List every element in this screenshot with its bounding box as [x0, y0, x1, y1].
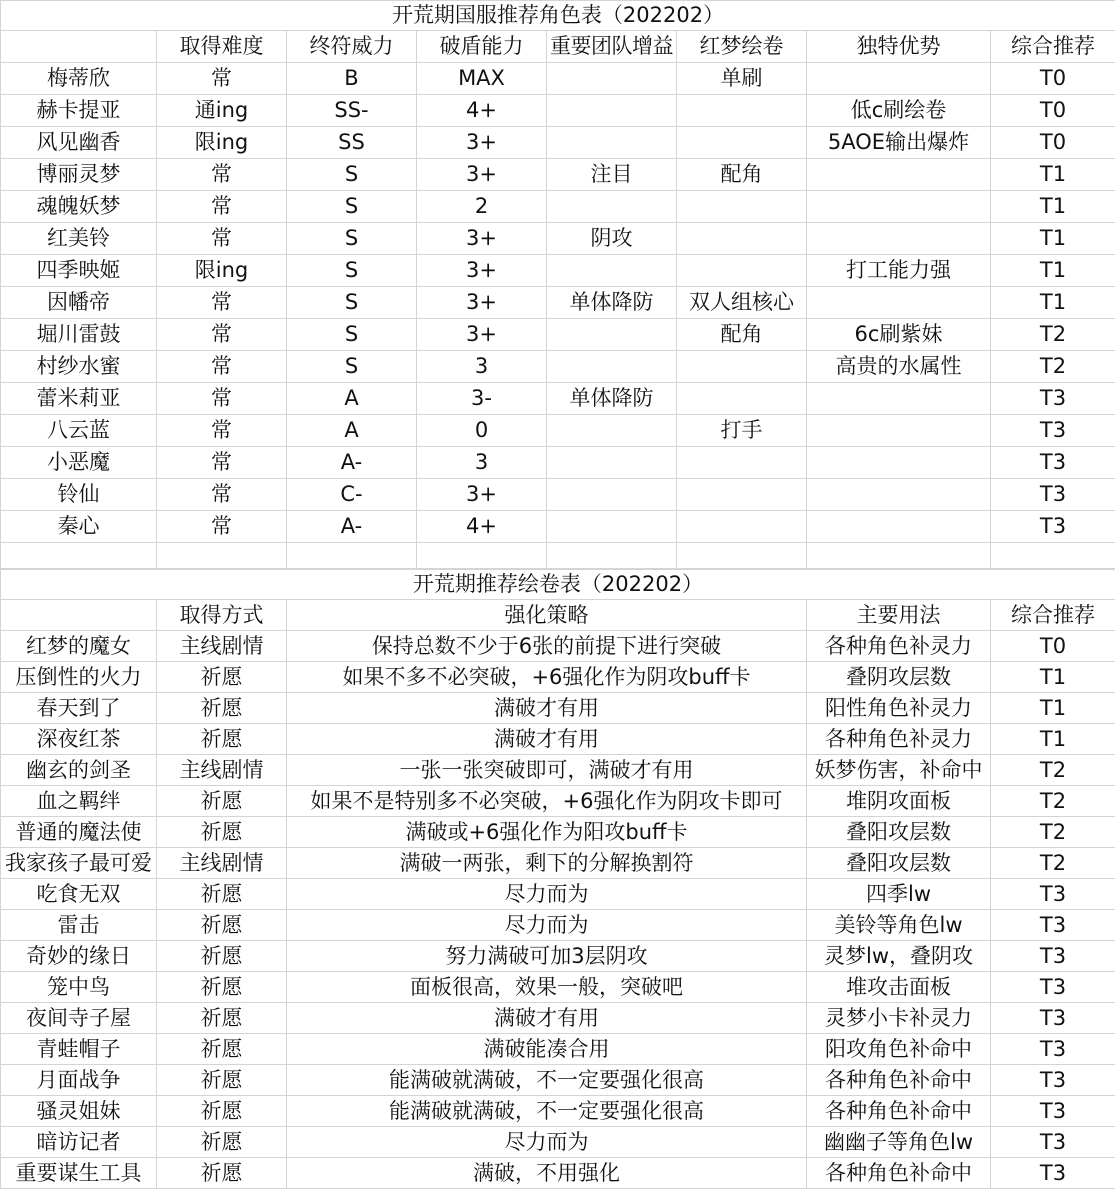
cell-advantage[interactable]	[807, 159, 991, 191]
cell-strategy[interactable]: 尽力而为	[287, 1127, 807, 1158]
cell-tier[interactable]: T0	[991, 63, 1115, 95]
table-row	[1, 1065, 1115, 1096]
cell-advantage[interactable]	[807, 287, 991, 319]
cell-tier[interactable]: T3	[991, 511, 1115, 543]
cell-strategy[interactable]: 如果不是特别多不必突破，+6强化作为阴攻卡即可	[287, 786, 807, 817]
cell-usage[interactable]: 堆阴攻面板	[807, 786, 991, 817]
table-row	[1, 662, 1115, 693]
cell-source[interactable]: 祈愿	[157, 1158, 287, 1189]
cell-name[interactable]: 赫卡提亚	[1, 95, 157, 127]
cell-strategy[interactable]: 尽力而为	[287, 879, 807, 910]
cell-strategy[interactable]: 尽力而为	[287, 910, 807, 941]
cell-advantage[interactable]	[807, 191, 991, 223]
cell-usage[interactable]: 幽幽子等角色lw	[807, 1127, 991, 1158]
empty-cell[interactable]	[991, 543, 1115, 569]
cards-title-row	[1, 570, 1115, 600]
cell-shield-break[interactable]: 3	[417, 447, 547, 479]
cell-spell-power[interactable]: S	[287, 159, 417, 191]
cell-tier[interactable]: T1	[991, 255, 1115, 287]
cell-strategy[interactable]: 满破，不用强化	[287, 1158, 807, 1189]
cell-source[interactable]: 祈愿	[157, 972, 287, 1003]
cell-name[interactable]: 骚灵姐妹	[1, 1096, 157, 1127]
cell-difficulty[interactable]: 常	[157, 351, 287, 383]
cell-strategy[interactable]: 满破才有用	[287, 693, 807, 724]
cell-name[interactable]: 小恶魔	[1, 447, 157, 479]
cell-spell-power[interactable]: A	[287, 415, 417, 447]
table-row	[1, 127, 1115, 159]
cards-table	[0, 569, 1115, 1189]
cell-source[interactable]: 祈愿	[157, 910, 287, 941]
cards-header-cell[interactable]	[1, 600, 157, 631]
table-row	[1, 479, 1115, 511]
roles-table-title[interactable]: 开荒期国服推荐角色表（202202）	[1, 1, 1115, 31]
table-row	[1, 941, 1115, 972]
cell-name[interactable]: 魂魄妖梦	[1, 191, 157, 223]
cell-team-buff[interactable]: 阴攻	[547, 223, 677, 255]
cell-name[interactable]: 八云蓝	[1, 415, 157, 447]
cell-picture[interactable]	[677, 127, 807, 159]
cell-tier[interactable]: T1	[991, 223, 1115, 255]
cell-picture[interactable]	[677, 383, 807, 415]
table-row	[1, 159, 1115, 191]
cell-shield-break[interactable]: 3	[417, 351, 547, 383]
cell-name[interactable]: 压倒性的火力	[1, 662, 157, 693]
cell-strategy[interactable]: 满破能凑合用	[287, 1034, 807, 1065]
cell-name[interactable]: 重要谋生工具	[1, 1158, 157, 1189]
cell-tier[interactable]: T0	[991, 631, 1115, 662]
cell-strategy[interactable]: 满破一两张，剩下的分解换割符	[287, 848, 807, 879]
cell-picture[interactable]	[677, 447, 807, 479]
cell-team-buff[interactable]	[547, 447, 677, 479]
cell-picture[interactable]: 打手	[677, 415, 807, 447]
cell-tier[interactable]: T3	[991, 1065, 1115, 1096]
cell-team-buff[interactable]: 单体降防	[547, 287, 677, 319]
cell-team-buff[interactable]	[547, 95, 677, 127]
cell-shield-break[interactable]: 3+	[417, 127, 547, 159]
cell-name[interactable]: 四季映姬	[1, 255, 157, 287]
cell-source[interactable]: 祈愿	[157, 1034, 287, 1065]
cell-tier[interactable]: T3	[991, 1127, 1115, 1158]
table-row	[1, 287, 1115, 319]
cell-shield-break[interactable]: 4+	[417, 511, 547, 543]
cards-header-cell[interactable]: 取得方式	[157, 600, 287, 631]
table-row	[1, 415, 1115, 447]
cell-source[interactable]: 祈愿	[157, 693, 287, 724]
cell-name[interactable]: 春天到了	[1, 693, 157, 724]
cell-advantage[interactable]	[807, 511, 991, 543]
cell-shield-break[interactable]: 3+	[417, 223, 547, 255]
cell-tier[interactable]: T3	[991, 972, 1115, 1003]
cell-picture[interactable]	[677, 95, 807, 127]
table-row	[1, 817, 1115, 848]
table-row	[1, 447, 1115, 479]
cell-picture[interactable]: 双人组核心	[677, 287, 807, 319]
cell-strategy[interactable]: 保持总数不少于6张的前提下进行突破	[287, 631, 807, 662]
cell-tier[interactable]: T3	[991, 383, 1115, 415]
cell-tier[interactable]: T3	[991, 1096, 1115, 1127]
empty-cell[interactable]	[287, 543, 417, 569]
cell-source[interactable]: 祈愿	[157, 1127, 287, 1158]
cards-header-cell[interactable]: 强化策略	[287, 600, 807, 631]
cell-source[interactable]: 祈愿	[157, 879, 287, 910]
cell-name[interactable]: 红梦的魔女	[1, 631, 157, 662]
cell-spell-power[interactable]: A	[287, 383, 417, 415]
cell-spell-power[interactable]: S	[287, 191, 417, 223]
cell-tier[interactable]: T1	[991, 724, 1115, 755]
cell-name[interactable]: 青蛙帽子	[1, 1034, 157, 1065]
cell-strategy[interactable]: 如果不多不必突破，+6强化作为阴攻buff卡	[287, 662, 807, 693]
cell-picture[interactable]	[677, 511, 807, 543]
cell-usage[interactable]: 各种角色补灵力	[807, 631, 991, 662]
cell-tier[interactable]: T3	[991, 1034, 1115, 1065]
cell-team-buff[interactable]	[547, 479, 677, 511]
cell-advantage[interactable]	[807, 447, 991, 479]
cell-difficulty[interactable]: 常	[157, 479, 287, 511]
cell-shield-break[interactable]: 3+	[417, 479, 547, 511]
cell-difficulty[interactable]: 常	[157, 159, 287, 191]
cell-team-buff[interactable]	[547, 63, 677, 95]
cell-shield-break[interactable]: 3+	[417, 287, 547, 319]
blank-row	[1, 543, 1115, 569]
cell-shield-break[interactable]: 2	[417, 191, 547, 223]
cell-name[interactable]: 因幡帝	[1, 287, 157, 319]
cell-name[interactable]: 红美铃	[1, 223, 157, 255]
table-row	[1, 63, 1115, 95]
table-row	[1, 755, 1115, 786]
empty-cell[interactable]	[1, 543, 157, 569]
roles-header-cell[interactable]: 红梦绘卷	[677, 31, 807, 63]
cell-shield-break[interactable]: 3+	[417, 159, 547, 191]
cell-picture[interactable]	[677, 255, 807, 287]
cell-source[interactable]: 祈愿	[157, 817, 287, 848]
cell-spell-power[interactable]: A-	[287, 447, 417, 479]
cell-usage[interactable]: 阳攻角色补命中	[807, 1034, 991, 1065]
cell-difficulty[interactable]: 常	[157, 447, 287, 479]
cell-difficulty[interactable]: 常	[157, 223, 287, 255]
cell-picture[interactable]	[677, 479, 807, 511]
cell-usage[interactable]: 阳性角色补灵力	[807, 693, 991, 724]
cell-spell-power[interactable]: B	[287, 63, 417, 95]
cell-usage[interactable]: 叠阳攻层数	[807, 848, 991, 879]
cell-spell-power[interactable]: S	[287, 319, 417, 351]
cell-usage[interactable]: 各种角色补命中	[807, 1065, 991, 1096]
cell-source[interactable]: 祈愿	[157, 1065, 287, 1096]
cell-spell-power[interactable]: S	[287, 223, 417, 255]
roles-header-cell[interactable]: 取得难度	[157, 31, 287, 63]
cell-tier[interactable]: T3	[991, 415, 1115, 447]
cell-tier[interactable]: T3	[991, 941, 1115, 972]
cell-picture[interactable]: 单刷	[677, 63, 807, 95]
cell-tier[interactable]: T3	[991, 910, 1115, 941]
cell-name[interactable]: 蕾米莉亚	[1, 383, 157, 415]
cell-name[interactable]: 我家孩子最可爱	[1, 848, 157, 879]
cell-tier[interactable]: T2	[991, 755, 1115, 786]
cell-usage[interactable]: 叠阴攻层数	[807, 662, 991, 693]
cell-difficulty[interactable]: 常	[157, 415, 287, 447]
cell-advantage[interactable]	[807, 415, 991, 447]
roles-header-row	[1, 31, 1115, 63]
cell-tier[interactable]: T1	[991, 287, 1115, 319]
cards-table-title[interactable]: 开荒期推荐绘卷表（202202）	[1, 570, 1115, 600]
cell-strategy[interactable]: 满破或+6强化作为阳攻buff卡	[287, 817, 807, 848]
roles-table	[0, 0, 1115, 569]
cell-team-buff[interactable]	[547, 511, 677, 543]
empty-cell[interactable]	[807, 543, 991, 569]
cell-team-buff[interactable]	[547, 255, 677, 287]
cell-picture[interactable]	[677, 191, 807, 223]
cell-tier[interactable]: T3	[991, 1003, 1115, 1034]
table-row	[1, 319, 1115, 351]
cell-spell-power[interactable]: S	[287, 255, 417, 287]
roles-title-row	[1, 1, 1115, 31]
cell-shield-break[interactable]: MAX	[417, 63, 547, 95]
cell-usage[interactable]: 灵梦lw，叠阴攻	[807, 941, 991, 972]
cell-source[interactable]: 祈愿	[157, 1003, 287, 1034]
cell-usage[interactable]: 美铃等角色lw	[807, 910, 991, 941]
cell-strategy[interactable]: 能满破就满破，不一定要强化很高	[287, 1096, 807, 1127]
cell-advantage[interactable]: 低c刷绘卷	[807, 95, 991, 127]
cell-usage[interactable]: 各种角色补灵力	[807, 724, 991, 755]
roles-header-cell[interactable]: 独特优势	[807, 31, 991, 63]
cell-source[interactable]: 主线剧情	[157, 848, 287, 879]
cell-team-buff[interactable]	[547, 319, 677, 351]
cell-name[interactable]: 村纱水蜜	[1, 351, 157, 383]
cell-tier[interactable]: T2	[991, 319, 1115, 351]
table-row	[1, 910, 1115, 941]
cell-strategy[interactable]: 满破才有用	[287, 1003, 807, 1034]
cell-usage[interactable]: 妖梦伤害，补命中	[807, 755, 991, 786]
cell-team-buff[interactable]	[547, 351, 677, 383]
cell-difficulty[interactable]: 常	[157, 191, 287, 223]
roles-header-cell[interactable]: 重要团队增益	[547, 31, 677, 63]
cell-tier[interactable]: T3	[991, 1158, 1115, 1189]
cell-name[interactable]: 雷击	[1, 910, 157, 941]
cell-name[interactable]: 月面战争	[1, 1065, 157, 1096]
cell-name[interactable]: 秦心	[1, 511, 157, 543]
cards-header-row	[1, 600, 1115, 631]
cell-tier[interactable]: T3	[991, 879, 1115, 910]
cards-header-cell[interactable]: 综合推荐	[991, 600, 1115, 631]
cell-tier[interactable]: T1	[991, 159, 1115, 191]
cell-picture[interactable]	[677, 351, 807, 383]
cell-team-buff[interactable]	[547, 191, 677, 223]
cell-strategy[interactable]: 面板很高，效果一般，突破吧	[287, 972, 807, 1003]
cell-picture[interactable]: 配角	[677, 159, 807, 191]
cell-difficulty[interactable]: 常	[157, 383, 287, 415]
cell-name[interactable]: 夜间寺子屋	[1, 1003, 157, 1034]
cell-usage[interactable]: 灵梦小卡补灵力	[807, 1003, 991, 1034]
cell-name[interactable]: 堀川雷鼓	[1, 319, 157, 351]
cell-name[interactable]: 暗访记者	[1, 1127, 157, 1158]
cell-spell-power[interactable]: S	[287, 351, 417, 383]
cell-name[interactable]: 普通的魔法使	[1, 817, 157, 848]
cell-advantage[interactable]	[807, 223, 991, 255]
table-row	[1, 223, 1115, 255]
cell-difficulty[interactable]: 限ing	[157, 127, 287, 159]
cell-advantage[interactable]: 5AOE输出爆炸	[807, 127, 991, 159]
cell-team-buff[interactable]	[547, 415, 677, 447]
cell-advantage[interactable]: 高贵的水属性	[807, 351, 991, 383]
cell-name[interactable]: 梅蒂欣	[1, 63, 157, 95]
cell-tier[interactable]: T0	[991, 127, 1115, 159]
cell-difficulty[interactable]: 常	[157, 511, 287, 543]
cell-usage[interactable]: 各种角色补命中	[807, 1158, 991, 1189]
cell-shield-break[interactable]: 4+	[417, 95, 547, 127]
cell-picture[interactable]	[677, 223, 807, 255]
cell-source[interactable]: 主线剧情	[157, 755, 287, 786]
cell-shield-break[interactable]: 3-	[417, 383, 547, 415]
cell-name[interactable]: 奇妙的缘日	[1, 941, 157, 972]
table-row	[1, 693, 1115, 724]
cell-advantage[interactable]: 打工能力强	[807, 255, 991, 287]
cell-spell-power[interactable]: C-	[287, 479, 417, 511]
table-row	[1, 1034, 1115, 1065]
table-row	[1, 1158, 1115, 1189]
table-row	[1, 631, 1115, 662]
cell-team-buff[interactable]: 单体降防	[547, 383, 677, 415]
cell-source[interactable]: 祈愿	[157, 1096, 287, 1127]
cell-name[interactable]: 血之羁绊	[1, 786, 157, 817]
cell-name[interactable]: 吃食无双	[1, 879, 157, 910]
cell-shield-break[interactable]: 0	[417, 415, 547, 447]
cell-source[interactable]: 主线剧情	[157, 631, 287, 662]
cell-tier[interactable]: T2	[991, 351, 1115, 383]
cell-team-buff[interactable]	[547, 127, 677, 159]
table-row	[1, 255, 1115, 287]
table-row	[1, 848, 1115, 879]
empty-cell[interactable]	[417, 543, 547, 569]
empty-cell[interactable]	[677, 543, 807, 569]
cell-strategy[interactable]: 努力满破可加3层阴攻	[287, 941, 807, 972]
cell-team-buff[interactable]: 注目	[547, 159, 677, 191]
cell-source[interactable]: 祈愿	[157, 786, 287, 817]
cell-strategy[interactable]: 一张一张突破即可，满破才有用	[287, 755, 807, 786]
cell-difficulty[interactable]: 常	[157, 63, 287, 95]
cell-name[interactable]: 博丽灵梦	[1, 159, 157, 191]
cell-usage[interactable]: 叠阳攻层数	[807, 817, 991, 848]
empty-cell[interactable]	[547, 543, 677, 569]
table-row	[1, 879, 1115, 910]
cell-advantage[interactable]	[807, 479, 991, 511]
cell-source[interactable]: 祈愿	[157, 662, 287, 693]
cell-usage[interactable]: 四季lw	[807, 879, 991, 910]
cell-shield-break[interactable]: 3+	[417, 255, 547, 287]
cell-advantage[interactable]	[807, 63, 991, 95]
cell-advantage[interactable]: 6c刷紫妹	[807, 319, 991, 351]
cell-strategy[interactable]: 能满破就满破，不一定要强化很高	[287, 1065, 807, 1096]
cell-shield-break[interactable]: 3+	[417, 319, 547, 351]
cell-tier[interactable]: T1	[991, 693, 1115, 724]
table-row	[1, 95, 1115, 127]
cell-usage[interactable]: 各种角色补命中	[807, 1096, 991, 1127]
cards-header-cell[interactable]: 主要用法	[807, 600, 991, 631]
cell-difficulty[interactable]: 限ing	[157, 255, 287, 287]
table-row	[1, 1096, 1115, 1127]
table-row	[1, 1127, 1115, 1158]
table-row	[1, 786, 1115, 817]
table-row	[1, 972, 1115, 1003]
empty-cell[interactable]	[157, 543, 287, 569]
cell-strategy[interactable]: 满破才有用	[287, 724, 807, 755]
roles-header-cell[interactable]: 综合推荐	[991, 31, 1115, 63]
roles-header-cell[interactable]	[1, 31, 157, 63]
cell-difficulty[interactable]: 常	[157, 319, 287, 351]
table-row	[1, 383, 1115, 415]
cell-spell-power[interactable]: A-	[287, 511, 417, 543]
cell-name[interactable]: 笼中鸟	[1, 972, 157, 1003]
cell-spell-power[interactable]: S	[287, 287, 417, 319]
cell-difficulty[interactable]: 常	[157, 287, 287, 319]
table-row	[1, 724, 1115, 755]
table-row	[1, 191, 1115, 223]
table-row	[1, 511, 1115, 543]
cell-source[interactable]: 祈愿	[157, 941, 287, 972]
roles-header-cell[interactable]: 终符威力	[287, 31, 417, 63]
cell-tier[interactable]: T0	[991, 95, 1115, 127]
cell-advantage[interactable]	[807, 383, 991, 415]
cell-usage[interactable]: 堆攻击面板	[807, 972, 991, 1003]
table-row	[1, 1003, 1115, 1034]
cell-name[interactable]: 幽玄的剑圣	[1, 755, 157, 786]
cell-source[interactable]: 祈愿	[157, 724, 287, 755]
cell-tier[interactable]: T3	[991, 479, 1115, 511]
table-row	[1, 351, 1115, 383]
cell-tier[interactable]: T2	[991, 817, 1115, 848]
cell-name[interactable]: 深夜红茶	[1, 724, 157, 755]
cell-tier[interactable]: T1	[991, 191, 1115, 223]
cell-spell-power[interactable]: SS	[287, 127, 417, 159]
cell-tier[interactable]: T2	[991, 786, 1115, 817]
cell-tier[interactable]: T2	[991, 848, 1115, 879]
cell-name[interactable]: 风见幽香	[1, 127, 157, 159]
cell-tier[interactable]: T3	[991, 447, 1115, 479]
cell-difficulty[interactable]: 通ing	[157, 95, 287, 127]
cell-tier[interactable]: T1	[991, 662, 1115, 693]
cell-picture[interactable]: 配角	[677, 319, 807, 351]
cell-name[interactable]: 铃仙	[1, 479, 157, 511]
roles-header-cell[interactable]: 破盾能力	[417, 31, 547, 63]
cell-spell-power[interactable]: SS-	[287, 95, 417, 127]
